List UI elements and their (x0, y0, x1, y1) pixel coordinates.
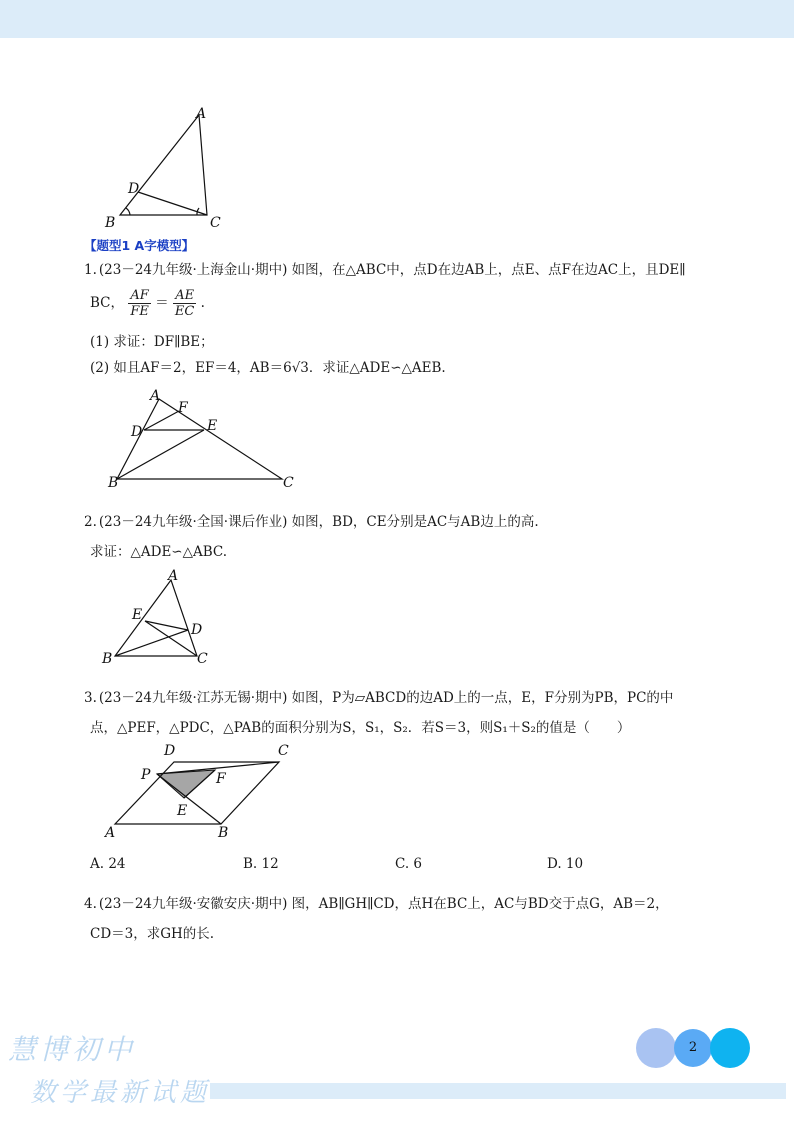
q1-equals: ＝ (155, 295, 169, 311)
q1-frac1 (128, 288, 151, 319)
fig0-label-c: C (210, 215, 221, 231)
figure-q3 (100, 738, 300, 842)
q1-line2 (90, 288, 205, 319)
q2-number: 2. (84, 514, 97, 530)
footer-band (210, 1083, 786, 1099)
header-band (0, 0, 794, 38)
q3-choice-b: B. 12 (243, 856, 279, 872)
q2-label-a: A (168, 568, 179, 584)
q3-label-c: C (278, 743, 289, 759)
q3-choice-a: A. 24 (90, 856, 126, 872)
q1-label-f: F (178, 400, 188, 416)
fig0-label-a: A (196, 106, 207, 122)
q3-label-a: A (105, 825, 116, 841)
q3-label-f: F (216, 771, 226, 787)
watermark-line1: 慧博初中 (8, 1033, 137, 1066)
q3-choice-d: D. 10 (547, 856, 584, 872)
q1-label-e: E (207, 418, 218, 434)
q2-label-e: E (132, 607, 143, 623)
q1-frac2-den: EC (174, 304, 195, 319)
watermark-line2: 数学最新试题 (30, 1078, 211, 1108)
q1-number: 1. (84, 262, 97, 278)
q1-label-a: A (150, 388, 161, 404)
q1-text: (23－24九年级·上海金山·期中) 如图，在△ABC中，点D在边AB上，点E、点F在边AC上，且DE∥ (98, 262, 686, 278)
q3-number: 3. (84, 690, 97, 706)
q3-label-e: E (177, 803, 188, 819)
q1-frac2 (173, 288, 196, 319)
q1-line2-prefix: BC， (90, 295, 125, 311)
q3-line1 (84, 688, 673, 708)
fig0-label-d: D (128, 181, 140, 197)
page-circle-right (710, 1028, 750, 1068)
figure-triangle-abd (100, 104, 240, 232)
q2-line2: 求证：△ADE∽△ABC. (90, 544, 228, 560)
page-circle-left (636, 1028, 676, 1068)
q2-text: (23－24九年级·全国·课后作业) 如图，BD，CE分别是AC与AB边上的高. (98, 514, 539, 530)
q1-part2: (2) 如且AF＝2，EF＝4，AB＝6√3．求证△ADE∽△AEB. (90, 360, 446, 376)
figure-q1 (100, 384, 310, 494)
q1-frac2-num: AE (173, 288, 196, 304)
q1-frac1-den: FE (130, 304, 149, 319)
fig0-label-b: B (105, 215, 116, 231)
q1-line1 (84, 260, 686, 280)
q2-label-b: B (102, 651, 113, 667)
q3-choice-c: C. 6 (395, 856, 423, 872)
q1-label-d: D (131, 424, 143, 440)
q3-line2: 点，△PEF，△PDC，△PAB的面积分别为S，S₁，S₂．若S＝3，则S₁＋S₂的值是（ ） (90, 720, 631, 736)
q1-part1: (1) 求证：DF∥BE； (90, 334, 214, 350)
q3-label-d: D (164, 743, 176, 759)
q1-frac1-num: AF (128, 288, 151, 304)
q4-line1 (84, 894, 669, 914)
section-tag: 【题型1 A字模型】 (84, 238, 195, 253)
q2-label-d: D (191, 622, 203, 638)
q4-line2: CD＝3，求GH的长. (90, 926, 215, 942)
page-number: 2 (688, 1040, 698, 1055)
q4-number: 4. (84, 896, 97, 912)
q2-label-c: C (197, 651, 208, 667)
q1-line2-suffix: . (200, 295, 205, 311)
q1-label-b: B (108, 475, 119, 491)
q4-text: (23－24九年级·安徽安庆·期中) 图，AB∥GH∥CD，点H在BC上，AC与BD交于点G，AB＝2， (98, 896, 669, 912)
q2-line1 (84, 512, 539, 532)
figure-q2 (100, 566, 220, 668)
q1-label-c: C (283, 475, 294, 491)
q3-label-p: P (141, 767, 151, 783)
q3-text: (23－24九年级·江苏无锡·期中) 如图，P为▱ABCD的边AD上的一点，E，F分别为PB，PC的中 (98, 690, 674, 706)
q3-label-b: B (218, 825, 229, 841)
